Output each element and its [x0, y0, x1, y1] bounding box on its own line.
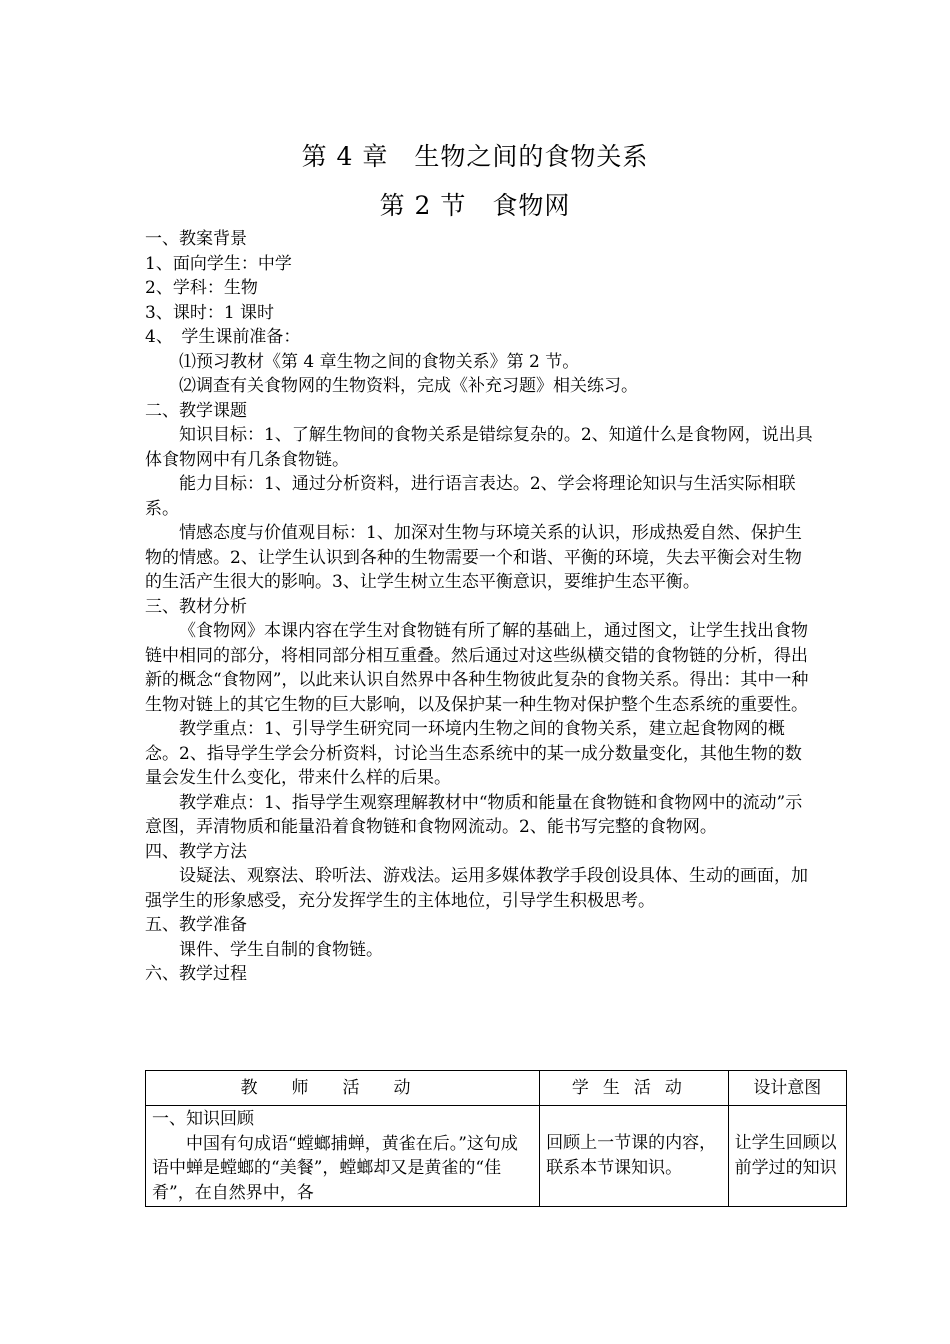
- heading-process: 六、教学过程: [145, 964, 247, 984]
- teacher-text: 中国有句成语“螳螂捕蝉，黄雀在后。”这句成语中蝉是螳螂的“美餐”，螳螂却又是黄雀的“佳肴”，在自然界中，各: [152, 1133, 518, 1203]
- difficult-points: 教学难点：1、指导学生观察理解教材中“物质和能量在食物链和食物网中的流动”示意图，弄清物质和能量沿着食物链和食物网流动。2、能书写完整的食物网。: [145, 792, 803, 837]
- heading-preparation: 五、教学准备: [145, 915, 247, 935]
- knowledge-goals: 知识目标：1、了解生物间的食物关系是错综复杂的。2、知道什么是食物网，说出具体食物网中有几条食物链。: [145, 425, 813, 470]
- subject: 2、学科：生物: [145, 278, 258, 298]
- key-points: 教学重点：1、引导学生研究同一环境内生物之间的食物关系，建立起食物网的概念。2、指导学生学会分析资料，讨论当生态系统中的某一成分数量变化，其他生物的数量会发生什么变化，带来什么样的后果。: [145, 719, 802, 788]
- attitude-goals: 情感态度与价值观目标：1、加深对生物与环境关系的认识，形成热爱自然、保护生物的情感。2、让学生认识到各种的生物需要一个和谐、平衡的环境，失去平衡会对生物的生活产生很大的影响。3、让学生树立生态平衡意识，要维护生态平衡。: [145, 523, 802, 592]
- student-text: 回顾上一节课的内容，联系本节课知识。: [546, 1133, 717, 1178]
- class-hours: 3、课时：1 课时: [145, 302, 275, 323]
- prep-item-2: ⑵调查有关食物网的生物资料，完成《补充习题》相关练习。: [179, 376, 638, 396]
- header-intent-label: 设计意图: [753, 1077, 822, 1098]
- heading-background: 一、教案背景: [145, 229, 247, 249]
- lesson-plan-body: [145, 227, 813, 987]
- section-title: 第 2 节 食物网: [379, 191, 571, 220]
- heading-topic: 二、教学课题: [145, 400, 247, 421]
- methods-text: 设疑法、观察法、聆听法、游戏法。运用多媒体教学手段创设具体、生动的画面，加强学生的形象感受，充分发挥学生的主体地位，引导学生积极思考。: [145, 866, 808, 911]
- teacher-heading: 一、知识回顾: [152, 1109, 254, 1129]
- teacher-activity-cell: [146, 1106, 540, 1207]
- header-teacher-label: 教师活动: [240, 1077, 445, 1098]
- header-student-label: 学生活动: [571, 1077, 696, 1098]
- preparation-text: 课件、学生自制的食物链。: [179, 939, 383, 960]
- intent-text: 让学生回顾以前学过的知识: [734, 1133, 837, 1178]
- header-design-intent: [728, 1071, 846, 1106]
- ability-goals: 能力目标：1、通过分析资料，进行语言表达。2、学会将理论知识与生活实际相联系。: [145, 474, 796, 519]
- target-students: 1、面向学生：中学: [145, 253, 292, 274]
- table-header-row: [146, 1071, 847, 1106]
- chapter-title: 第 4 章 生物之间的食物关系: [301, 142, 649, 171]
- header-teacher-activity: [146, 1071, 540, 1106]
- heading-methods: 四、教学方法: [145, 841, 247, 862]
- material-analysis: 《食物网》本课内容在学生对食物链有所了解的基础上，通过图文，让学生找出食物链中相同的部分，将相同部分相互重叠。然后通过对这些纵横交错的食物链的分析，得出新的概念“食物网”，以此来认识自然界中各种生物彼此复杂的食物关系。得出：其中一种生物对链上的其它生物的巨大影响，以及保护某一种生物对保护整个生态系统的重要性。: [145, 621, 809, 715]
- design-intent-cell: [728, 1106, 846, 1207]
- table-row: [146, 1106, 847, 1207]
- heading-analysis: 三、教材分析: [145, 596, 247, 617]
- teaching-process-table: [145, 1070, 847, 1207]
- student-prep: 4、 学生课前准备：: [145, 327, 301, 347]
- student-activity-cell: [540, 1106, 729, 1207]
- prep-item-1: ⑴预习教材《第 4 章生物之间的食物关系》第 2 节。: [179, 351, 580, 372]
- header-student-activity: [540, 1071, 729, 1106]
